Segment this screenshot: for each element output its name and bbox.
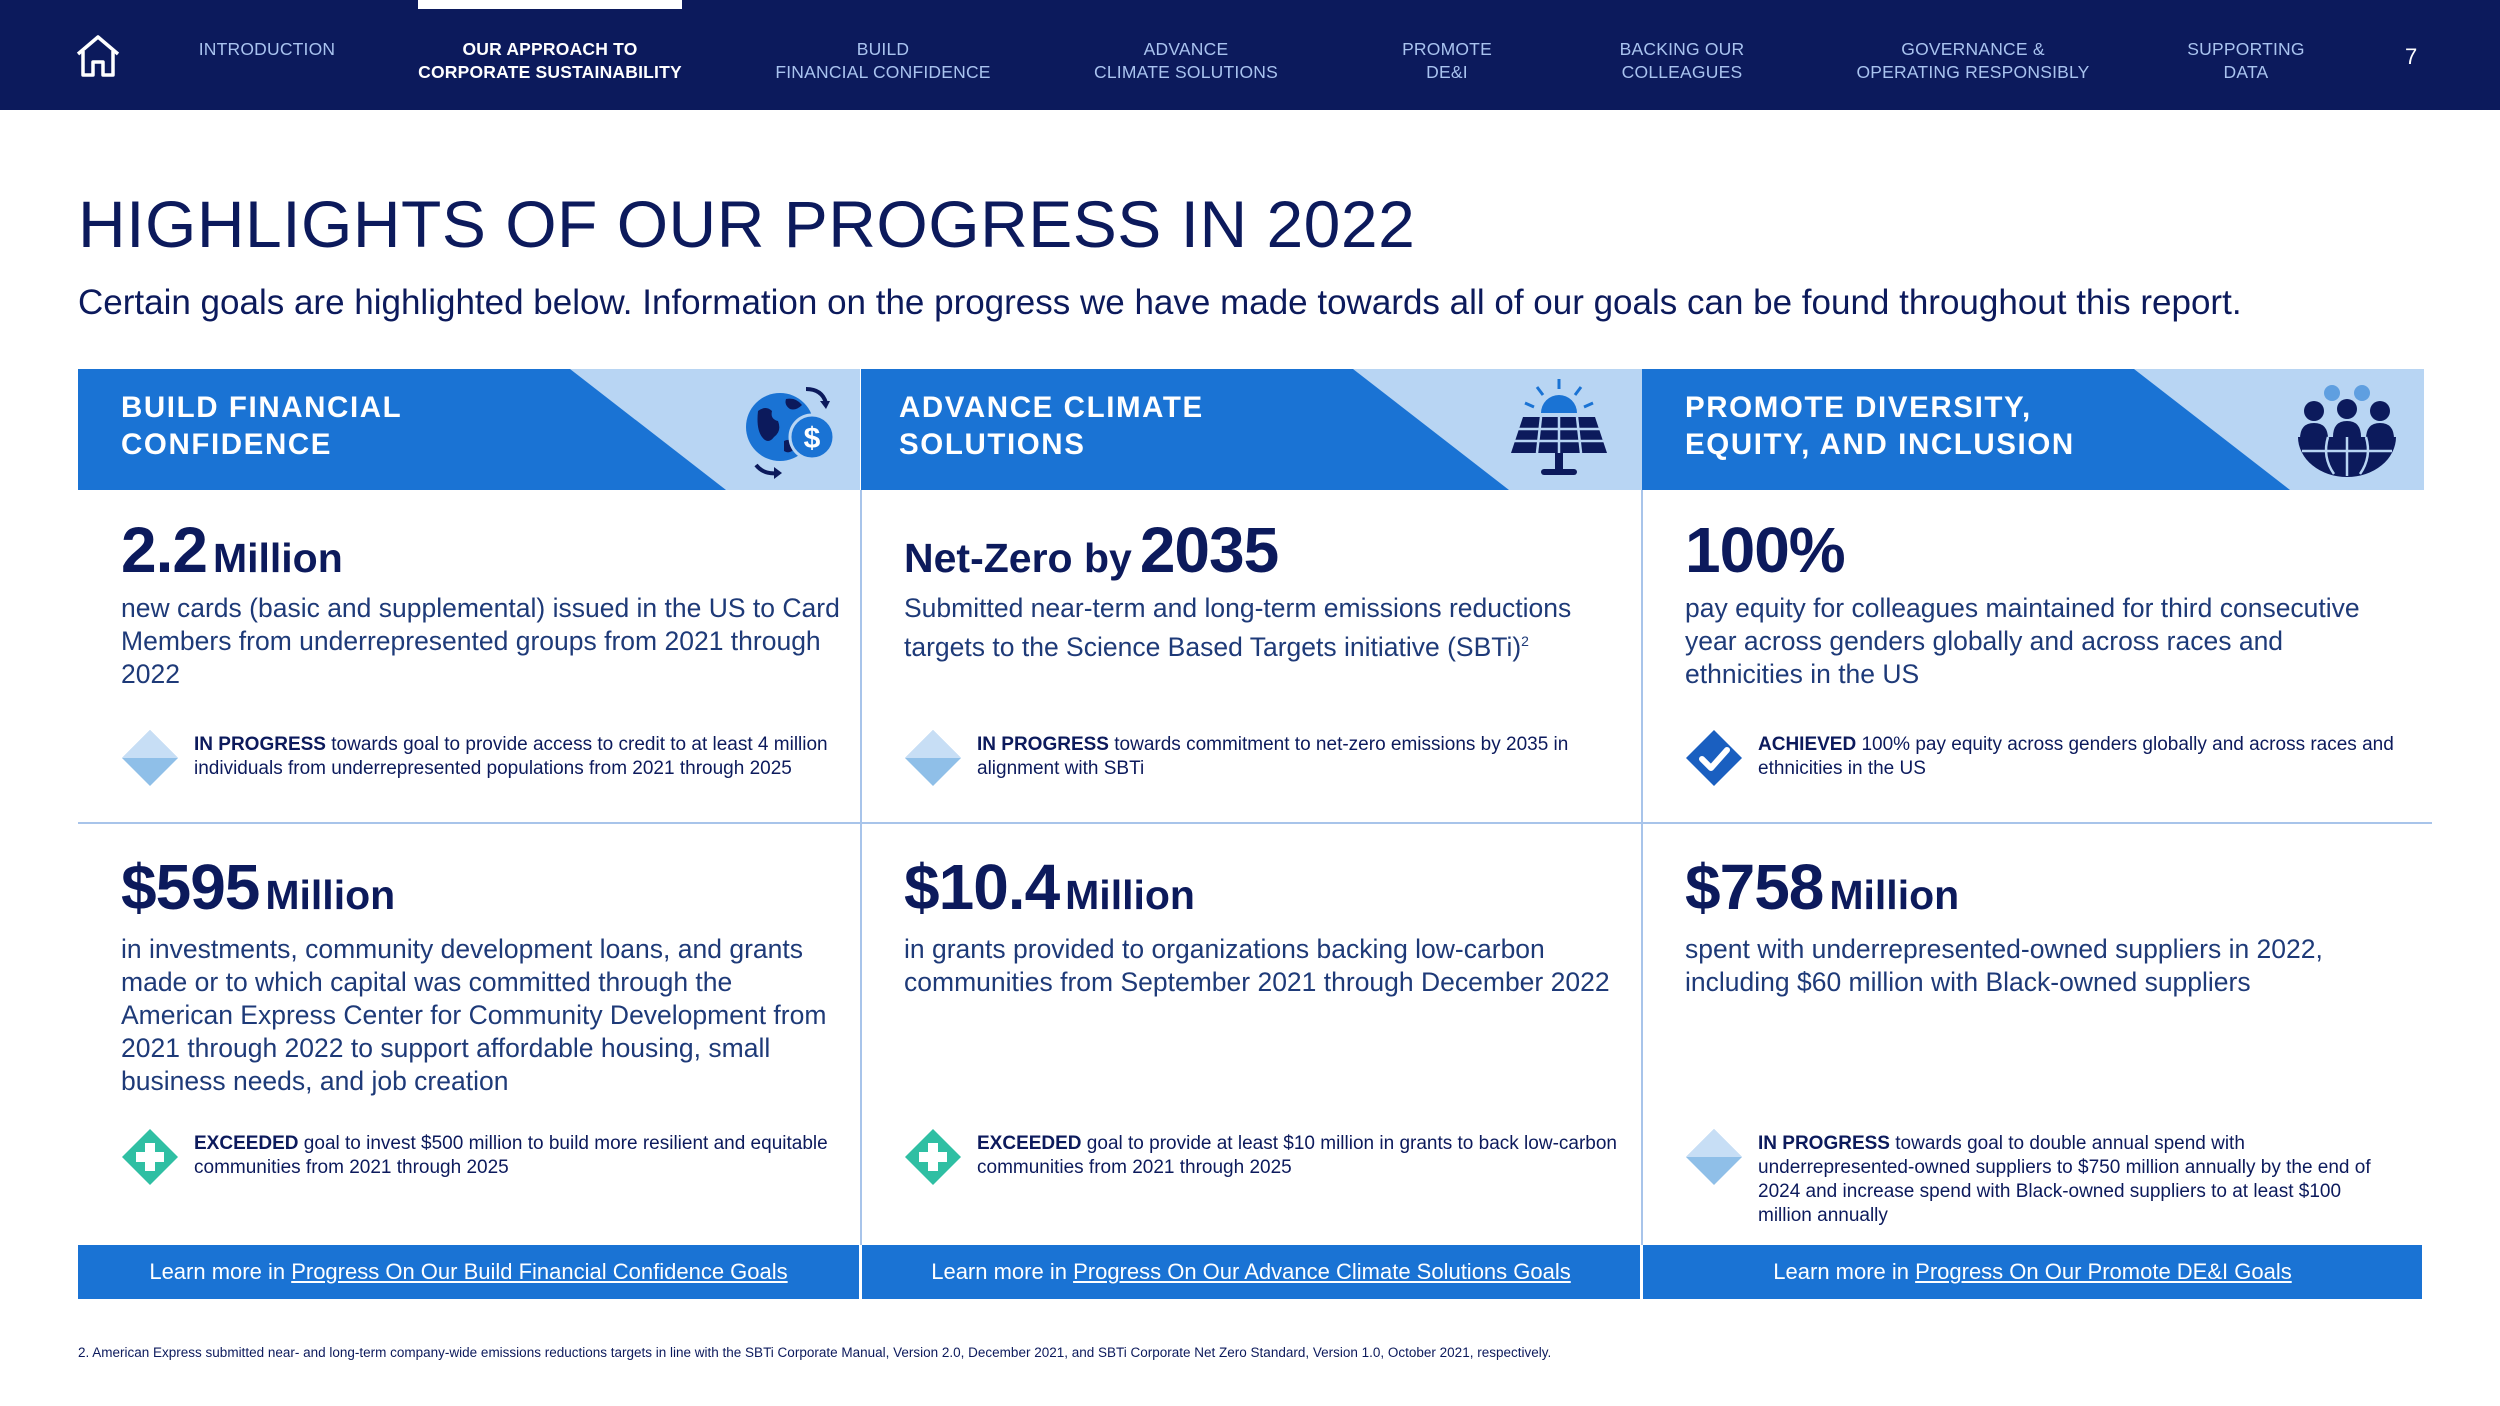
column-header: [861, 369, 1643, 490]
diamond-progress-icon: [121, 729, 179, 787]
column-header-title: [121, 389, 641, 463]
nav-tab-label-line2: COLLEAGUES: [1621, 62, 1743, 82]
nav-tab-label-line1: PROMOTE: [1402, 39, 1492, 59]
learn-more-bar: [862, 1245, 1640, 1299]
stat-unit: Million: [1065, 872, 1195, 918]
nav-tab-label-line2: DATA: [2223, 62, 2269, 82]
stat-unit: Million: [265, 872, 396, 918]
footnote: 2. American Express submitted near- and long-term company-wide emissions reductions targets in line with the SBTi Corporate Manual, Version 2.0, December 2021, and SBTi Corporate Net Zero Standard, Version 1.0, October 2021, respectively.: [78, 1345, 1552, 1360]
diamond-plus-icon: [121, 1128, 179, 1186]
stat-value: 100%: [1685, 514, 1845, 586]
people-globe-icon: [2292, 375, 2402, 485]
stat-new-cards: [121, 513, 343, 587]
footnote-marker: 2: [1521, 633, 1529, 649]
column-header-title: [899, 389, 1419, 463]
stat-description: spent with underrepresented-owned suppliers in 2022, including $60 million with Black-owned suppliers: [1685, 934, 2323, 997]
status-label: EXCEEDED: [977, 1133, 1082, 1154]
header-line2: EQUITY, AND INCLUSION: [1685, 428, 2075, 461]
status-detail: towards goal to provide access to credit to at least 4 million individuals from underrepresented populations from 2021 through 2025: [194, 734, 828, 779]
diamond-check-icon: [1685, 729, 1743, 787]
learn-more-link-climate-solutions[interactable]: Progress On Our Advance Climate Solutions Goals: [1073, 1259, 1571, 1284]
nav-tab-climate-solutions[interactable]: [1094, 38, 1278, 84]
nav-tab-governance[interactable]: [1856, 38, 2089, 84]
stat-description: [904, 592, 1624, 664]
learn-more-prefix: Learn more in: [931, 1259, 1074, 1284]
nav-tab-label-line2: CORPORATE SUSTAINABILITY: [418, 62, 682, 82]
stat-description: pay equity for colleagues maintained for third consecutive year across genders globally and across races and ethnicities in the US: [1685, 593, 2360, 689]
status-label: IN PROGRESS: [1758, 1133, 1890, 1154]
stat-supplier-spend: [1685, 850, 1959, 924]
nav-tab-introduction[interactable]: [199, 38, 336, 61]
nav-tab-corporate-sustainability[interactable]: [418, 38, 682, 84]
stat-prefix: Net-Zero by: [904, 535, 1132, 581]
stat-grants: [904, 850, 1195, 924]
stat-net-zero: [904, 513, 1278, 587]
status-label: IN PROGRESS: [977, 734, 1109, 755]
status-detail: goal to provide at least $10 million in grants to back low-carbon communities from 2021 through 2025: [977, 1133, 1617, 1178]
diamond-progress-icon: [904, 729, 962, 787]
column-advance-climate-solutions: [861, 369, 1643, 1299]
nav-tab-label-line1: SUPPORTING: [2187, 39, 2305, 59]
header-line2: CONFIDENCE: [121, 428, 333, 461]
nav-tab-label-line1: BUILD: [856, 39, 910, 59]
stat-description: in investments, community development loans, and grants made or to which capital was committed through the American Express Center for Community Development from 2021 through 2022 to support affordable housing, small business needs, and job creation: [121, 934, 827, 1096]
status-detail: goal to invest $500 million to build more resilient and equitable communities from 2021 through 2025: [194, 1133, 828, 1178]
learn-more-link-promote-dei[interactable]: Progress On Our Promote DE&I Goals: [1915, 1259, 2292, 1284]
stat-value: $10.4: [904, 851, 1060, 923]
status-detail: towards commitment to net-zero emissions by 2035 in alignment with SBTi: [977, 734, 1569, 779]
nav-tab-label-line2: DE&I: [1426, 62, 1468, 82]
learn-more-prefix: Learn more in: [1773, 1259, 1916, 1284]
column-header-title: [1685, 389, 2205, 463]
nav-tab-label: INTRODUCTION: [198, 39, 336, 59]
nav-tab-label-line1: BACKING OUR: [1619, 39, 1745, 59]
goal-status-text: [194, 1132, 834, 1180]
learn-more-bar: [78, 1245, 859, 1299]
goal-status-text: [1758, 1132, 2398, 1228]
status-label: ACHIEVED: [1758, 734, 1857, 755]
svg-text:$: $: [803, 422, 821, 455]
stat-description: new cards (basic and supplemental) issued in the US to Card Members from underrepresented groups from 2021 through 2022: [121, 593, 840, 689]
nav-tab-label-line2: FINANCIAL CONFIDENCE: [775, 62, 991, 82]
header-line1: ADVANCE CLIMATE: [899, 391, 1204, 424]
home-icon[interactable]: [74, 34, 122, 78]
stat-value: $595: [121, 851, 260, 923]
globe-dollar-icon: [734, 375, 844, 485]
page-number: 7: [2405, 44, 2418, 69]
status-label: EXCEEDED: [194, 1133, 299, 1154]
goal-status-text: [977, 1132, 1617, 1180]
nav-tab-supporting-data[interactable]: [2187, 38, 2304, 84]
column-build-financial-confidence: [78, 369, 860, 1299]
stat-pay-equity: [1685, 513, 1845, 587]
status-detail: 100% pay equity across genders globally and across races and ethnicities in the US: [1758, 734, 2394, 779]
goal-status-text: [1758, 733, 2398, 781]
stat-unit: Million: [1829, 872, 1960, 918]
column-header: [78, 369, 860, 490]
diamond-plus-icon: [904, 1128, 962, 1186]
nav-tab-financial-confidence[interactable]: [775, 38, 990, 84]
header-line2: SOLUTIONS: [899, 428, 1086, 461]
stat-value: 2035: [1139, 514, 1279, 586]
status-detail: towards goal to double annual spend with underrepresented-owned suppliers to $750 million annually by the end of 2024 and increase spend with Black-owned suppliers to at least $100 million annually: [1758, 1133, 2371, 1226]
stat-unit: Million: [212, 535, 343, 581]
diamond-progress-icon: [1685, 1128, 1743, 1186]
nav-tab-label-line1: GOVERNANCE &: [1901, 39, 2045, 59]
nav-tab-label-line1: ADVANCE: [1143, 39, 1229, 59]
nav-tab-label-line2: CLIMATE SOLUTIONS: [1094, 62, 1278, 82]
nav-tab-backing-colleagues[interactable]: [1620, 38, 1745, 84]
learn-more-prefix: Learn more in: [149, 1259, 292, 1284]
goal-status-text: [194, 733, 834, 781]
stat-description-text: Submitted near-term and long-term emissions reductions targets to the Science Based Targets initiative (SBTi): [904, 593, 1572, 662]
column-promote-dei: [1642, 369, 2424, 1299]
status-label: IN PROGRESS: [194, 734, 326, 755]
stat-description: in grants provided to organizations backing low-carbon communities from September 2021 through December 2022: [904, 934, 1610, 997]
nav-tab-label-line1: OUR APPROACH TO: [462, 39, 638, 59]
goal-status-text: [977, 733, 1617, 781]
page-subtitle: Certain goals are highlighted below. Information on the progress we have made towards all of our goals can be found throughout this report.: [78, 283, 2242, 322]
solar-panel-icon: [1503, 375, 1613, 485]
header-line1: PROMOTE DIVERSITY,: [1685, 391, 2032, 424]
top-navigation: [0, 0, 2500, 110]
learn-more-bar: [1643, 1245, 2422, 1299]
active-tab-indicator: [418, 0, 682, 9]
nav-tab-promote-dei[interactable]: [1402, 38, 1492, 84]
page-title: HIGHLIGHTS OF OUR PROGRESS IN 2022: [78, 187, 1416, 261]
column-header: [1642, 369, 2424, 490]
stat-value: 2.2: [121, 514, 207, 586]
learn-more-link-financial-confidence[interactable]: Progress On Our Build Financial Confidence Goals: [291, 1259, 788, 1284]
header-line1: BUILD FINANCIAL: [121, 391, 403, 424]
stat-value: $758: [1685, 851, 1824, 923]
stat-investments: [121, 850, 395, 924]
nav-tab-label-line2: OPERATING RESPONSIBLY: [1856, 62, 2090, 82]
